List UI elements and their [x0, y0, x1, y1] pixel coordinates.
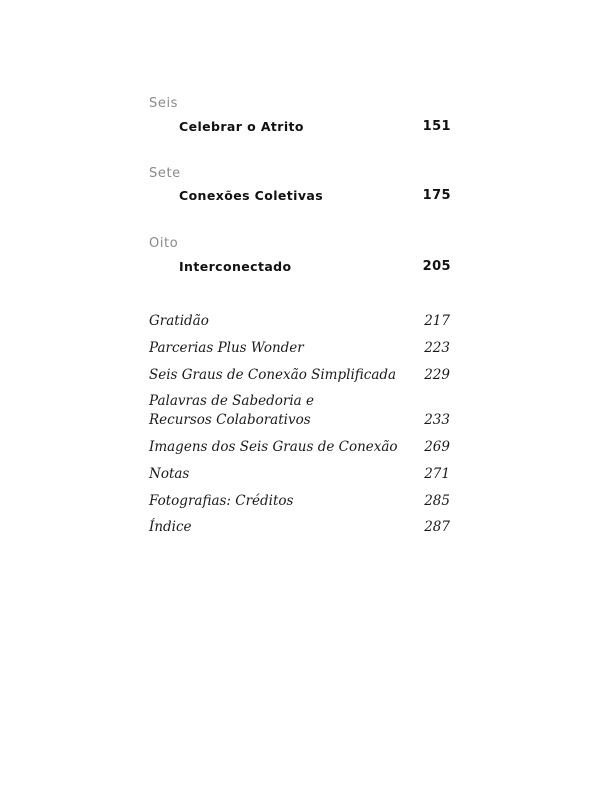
toc-entry-back-matter[interactable] [149, 492, 450, 511]
toc-entry-chapter[interactable] [179, 188, 451, 203]
chapter-title: Interconectado [179, 259, 292, 274]
entry-title: Palavras de Sabedoria e Recursos Colaborativos [149, 393, 314, 428]
chapter-number: Oito [149, 236, 179, 251]
page-number: 175 [422, 188, 451, 203]
entry-title: Imagens dos Seis Graus de Conexão [149, 439, 398, 455]
page-number: 271 [424, 466, 450, 482]
page-number: 217 [424, 313, 450, 329]
chapter-title: Celebrar o Atrito [179, 119, 304, 134]
page-number: 233 [424, 412, 450, 428]
page-number: 269 [424, 439, 450, 455]
page-number: 205 [422, 259, 451, 274]
toc-entry-chapter[interactable] [179, 259, 451, 274]
entry-title: Seis Graus de Conexão Simplificada [149, 367, 397, 383]
page-number: 285 [424, 493, 450, 509]
toc-entry-back-matter[interactable] [149, 312, 450, 331]
toc-entry-back-matter[interactable] [149, 392, 450, 430]
chapter-number: Sete [149, 166, 181, 181]
toc-entry-back-matter[interactable] [149, 366, 450, 385]
entry-title: Gratidão [149, 313, 209, 329]
page-number: 223 [424, 340, 450, 356]
page-number: 151 [422, 119, 451, 134]
toc-entry-back-matter[interactable] [149, 518, 450, 537]
chapter-number: Seis [149, 96, 179, 111]
toc-entry-back-matter[interactable] [149, 339, 450, 358]
toc-entry-back-matter[interactable] [149, 465, 450, 484]
toc-entry-chapter[interactable] [179, 119, 451, 134]
entry-title: Índice [149, 519, 192, 535]
entry-title: Fotografias: Créditos [149, 493, 294, 509]
chapter-title: Conexões Coletivas [179, 188, 324, 203]
entry-title: Parcerias Plus Wonder [149, 340, 304, 356]
entry-title: Notas [149, 466, 190, 482]
page-number: 287 [424, 519, 450, 535]
page-number: 229 [424, 367, 450, 383]
toc-entry-back-matter[interactable] [149, 438, 450, 457]
